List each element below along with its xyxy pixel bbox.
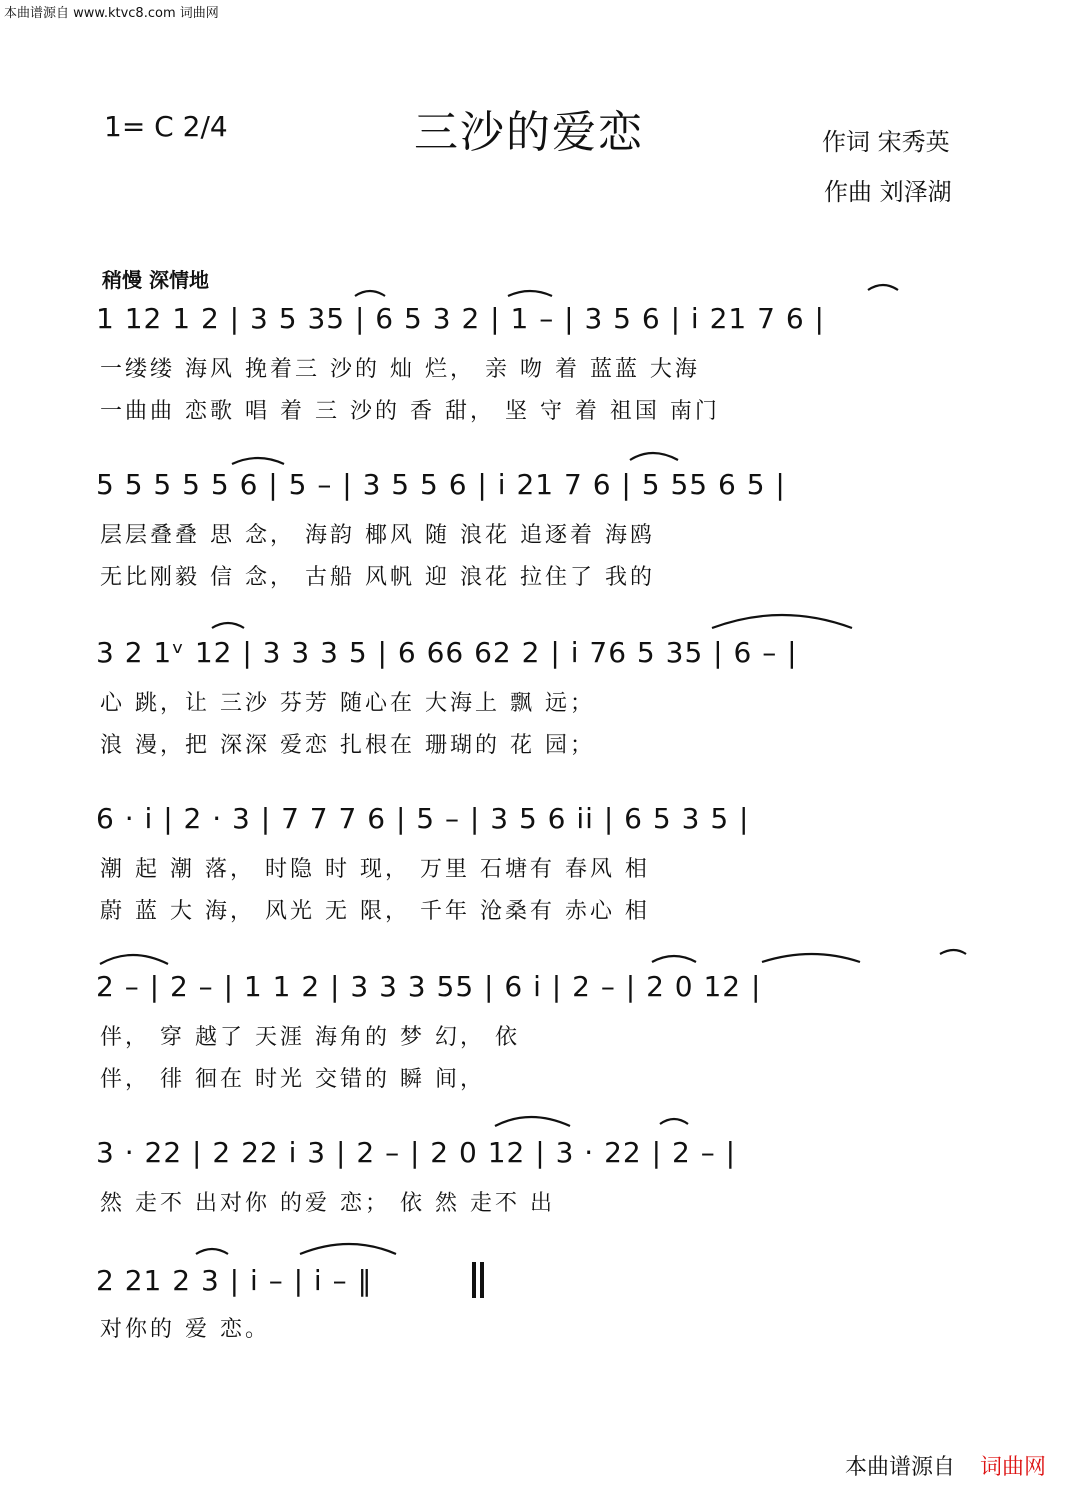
composer-credit: 作曲 刘泽湖 (824, 178, 952, 206)
source-watermark: 本曲谱源自 www.ktvc8.com 词曲网 (4, 6, 219, 21)
lyric-verse-1: 一缕缕 海风 挽着三 沙的 灿 烂， 亲 吻 着 蓝蓝 大海 (100, 357, 700, 382)
footer-source-label: 本曲谱源自 (844, 1455, 955, 1480)
lyric-verse-2: 浪 漫，把 深深 爱恋 扎根在 珊瑚的 花 园； (100, 733, 595, 758)
lyric-verse-1: 然 走不 出对你 的爱 恋； 依 然 走不 出 (100, 1191, 555, 1216)
lyric-verse-1: 伴， 穿 越了 天涯 海角的 梦 幻， 依 (100, 1025, 520, 1050)
footer-watermark (845, 1450, 1046, 1481)
notation-line: 3 2 1ᵛ 12 | 3 3 3 5 | 6 66 62 2 | i 76 5 35 | 6 – | (96, 636, 798, 669)
lyric-verse-2: 一曲曲 恋歌 唱 着 三 沙的 香 甜， 坚 守 着 祖国 南门 (100, 399, 720, 424)
notation-line: 5 5 5 5 5 6 | 5 – | 3 5 5 6 | i 21 7 6 | 5 55 6 5 | (96, 468, 786, 501)
tempo-marking: 稍慢 深情地 (102, 268, 209, 292)
lyric-verse-1: 心 跳，让 三沙 芬芳 随心在 大海上 飘 远； (100, 691, 595, 716)
notation-line: 1 12 1 2 | 3 5 35 | 6 5 3 2 | 1 – | 3 5 6 | i 21 7 6 | (96, 302, 825, 335)
notation-line: 2 – | 2 – | 1 1 2 | 3 3 3 55 | 6 i | 2 – | 2 0 12 | (96, 970, 762, 1003)
key-signature: 1= C 2/4 (104, 110, 228, 143)
lyric-verse-2: 伴， 徘 徊在 时光 交错的 瞬 间， (100, 1067, 485, 1092)
lyric-verse-1: 层层叠叠 思 念， 海韵 椰风 随 浪花 追逐着 海鸥 (100, 523, 655, 548)
footer-site-name: 词曲网 (979, 1455, 1046, 1480)
notation-line: 6 · i | 2 · 3 | 7 7 7 6 | 5 – | 3 5 6 ii | 6 5 3 5 | (96, 802, 750, 835)
lyricist-credit: 作词 宋秀英 (822, 128, 950, 156)
lyric-verse-1: 对你的 爱 恋。 (100, 1317, 270, 1342)
lyric-verse-2: 蔚 蓝 大 海， 风光 无 限， 千年 沧桑有 赤心 相 (100, 899, 650, 924)
lyric-verse-1: 潮 起 潮 落， 时隐 时 现， 万里 石塘有 春风 相 (100, 857, 650, 882)
song-title: 三沙的爱恋 (414, 107, 644, 158)
lyric-verse-2: 无比刚毅 信 念， 古船 风帆 迎 浪花 拉住了 我的 (100, 565, 655, 590)
notation-line: 2 21 2 3 | i – | i – ‖ (96, 1264, 373, 1297)
notation-line: 3 · 22 | 2 22 i 3 | 2 – | 2 0 12 | 3 · 22 | 2 – | (96, 1136, 737, 1169)
